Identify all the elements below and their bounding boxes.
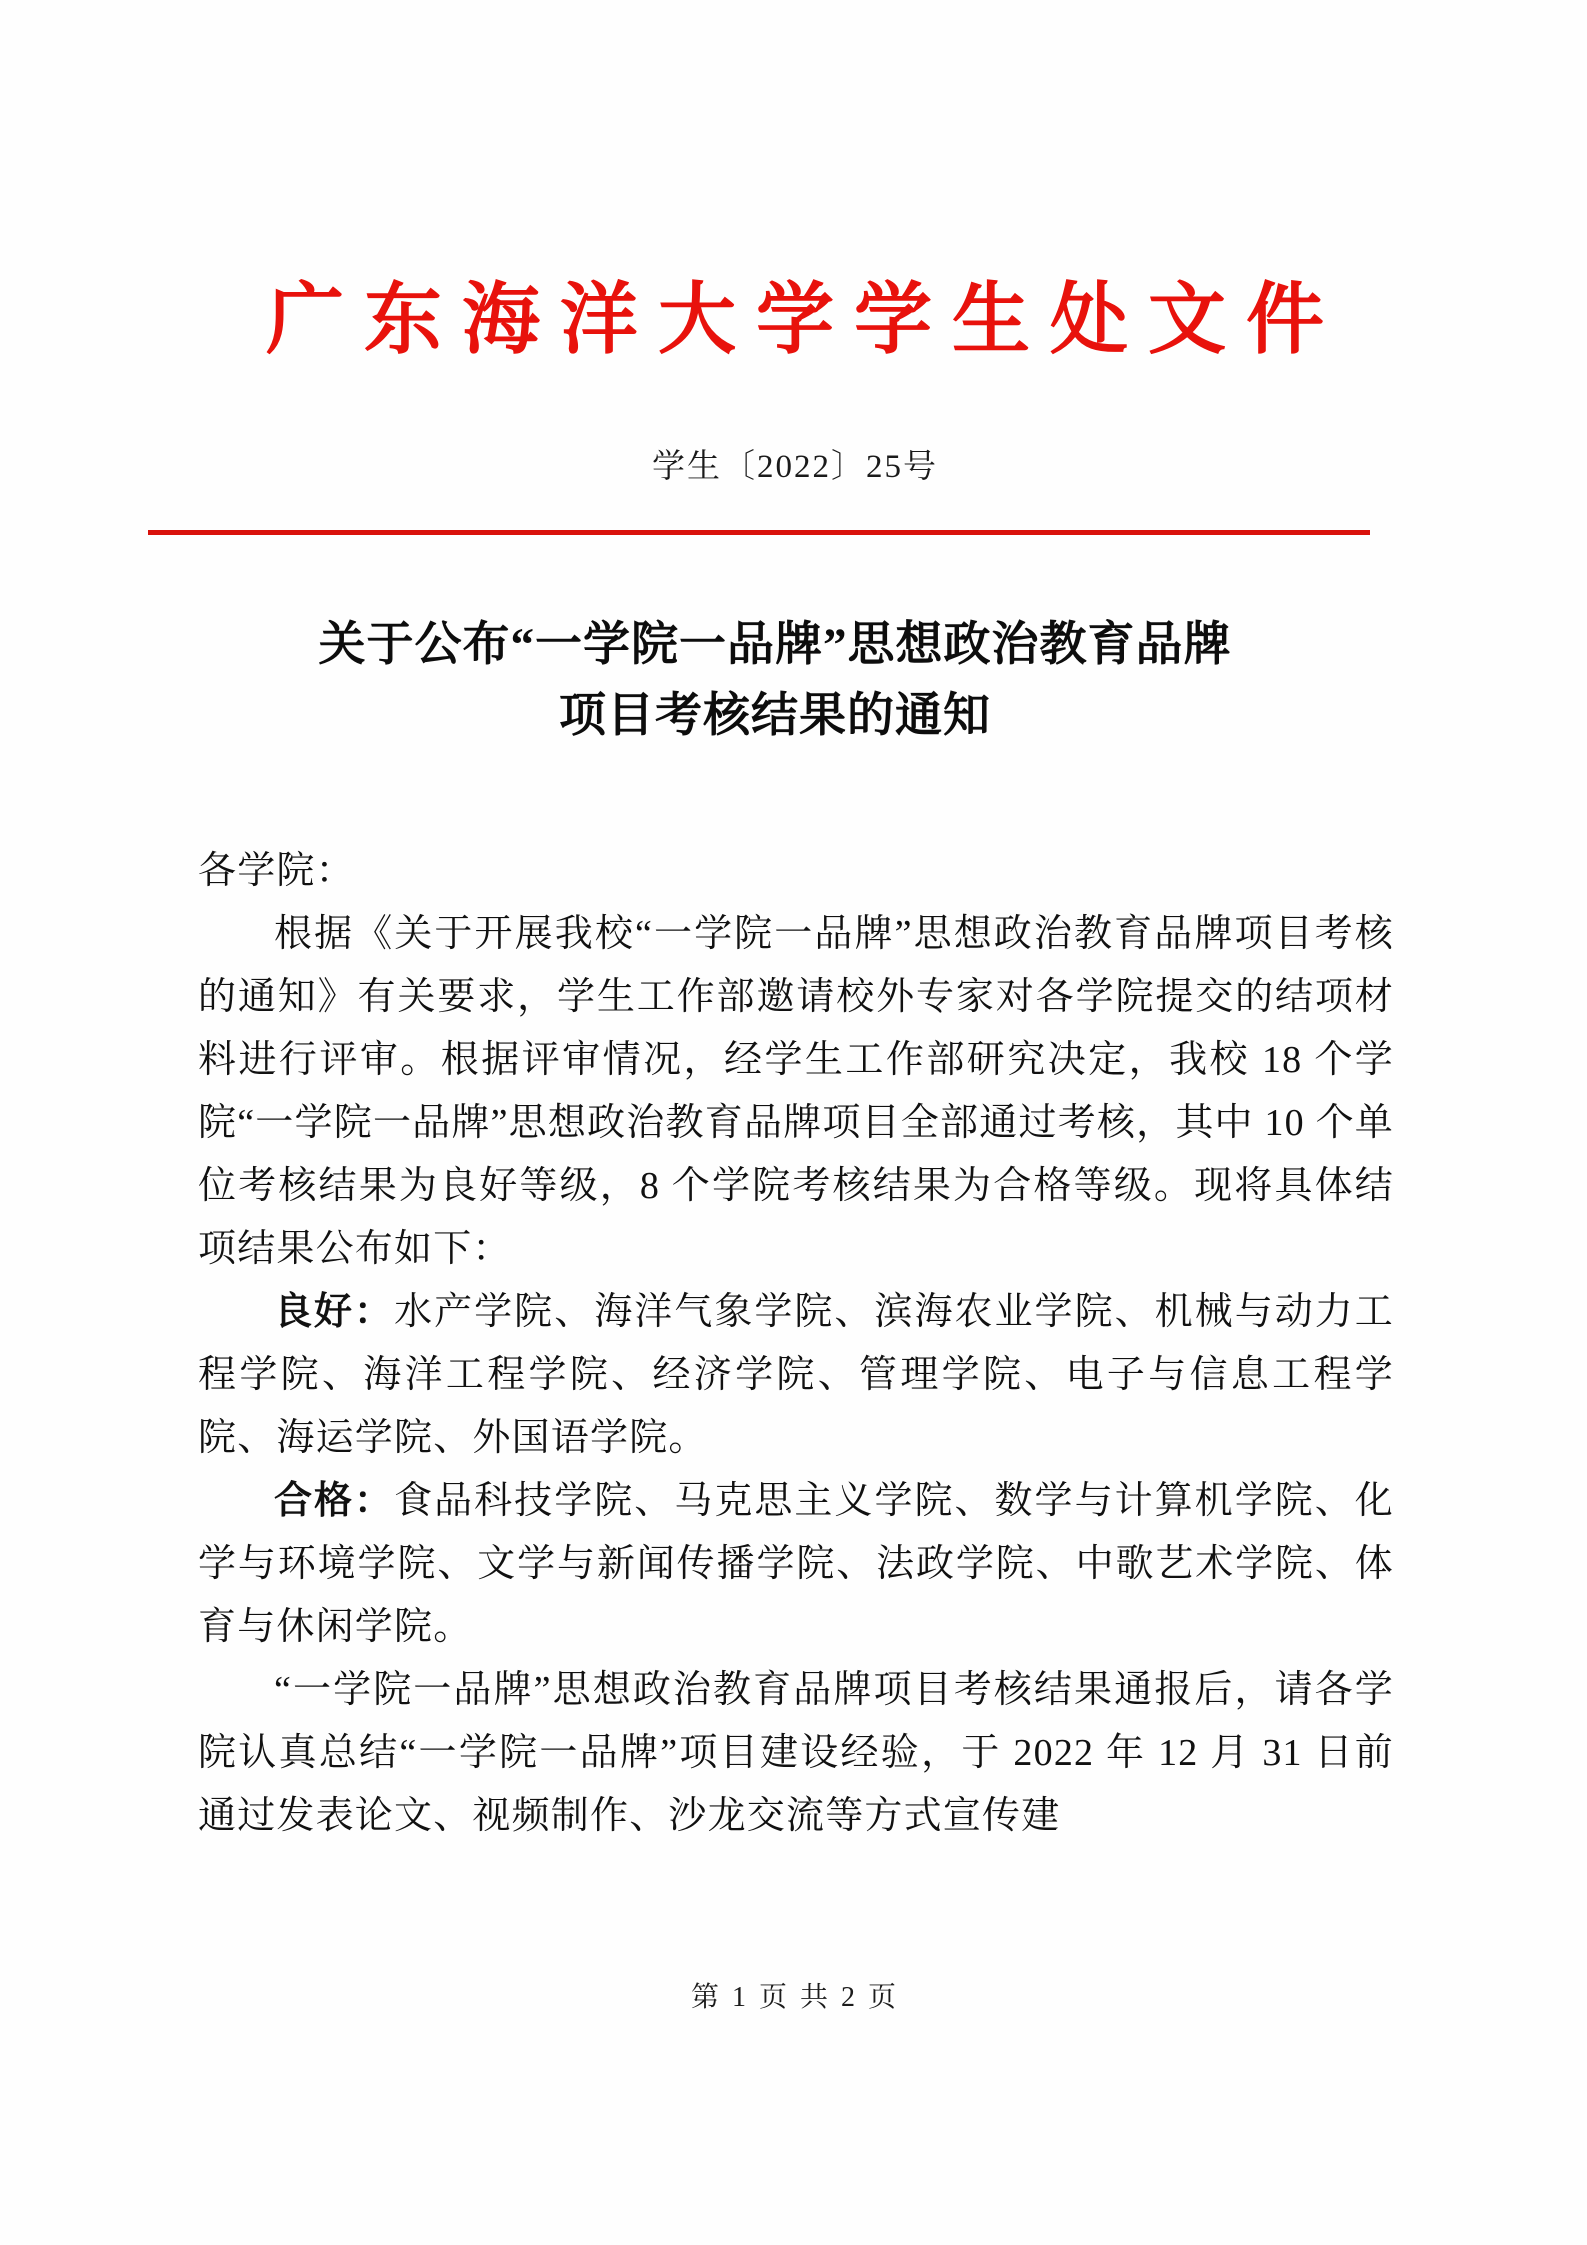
pass-grade-label: 合格：	[274, 1480, 395, 1522]
pass-grade-list: 食品科技学院、马克思主义学院、数学与计算机学院、化学与环境学院、文学与新闻传播学院、法政学院、中歌艺术学院、体育与休闲学院。	[198, 1480, 1394, 1648]
good-grade-label: 良好：	[274, 1291, 395, 1333]
paragraph-pass-grade	[198, 1470, 1394, 1659]
page-title-line-1: 关于公布“一学院一品牌”思想政治教育品牌	[318, 619, 1232, 671]
salutation: 各学院：	[198, 850, 355, 892]
organization-title: 广东海洋大学学生处文件	[265, 276, 1344, 363]
paragraph-good-grade	[198, 1281, 1394, 1470]
good-grade-list: 水产学院、海洋气象学院、滨海农业学院、机械与动力工程学院、海洋工程学院、经济学院、管理学院、电子与信息工程学院、海运学院、外国语学院。	[198, 1291, 1394, 1459]
masthead	[150, 275, 1440, 365]
page-number-footer: 第 1 页 共 2 页	[690, 1982, 899, 2013]
paragraph-followup: “一学院一品牌”思想政治教育品牌项目考核结果通报后，请各学院认真总结“一学院一品牌”项目建设经验，于 2022 年 12 月 31 日前通过发表论文、视频制作、沙龙交流等方式宣传建	[198, 1669, 1394, 1837]
document-body	[198, 840, 1394, 1848]
paragraph-background: 根据《关于开展我校“一学院一品牌”思想政治教育品牌项目考核的通知》有关要求，学生工作部邀请校外专家对各学院提交的结项材料进行评审。根据评审情况，经学生工作部研究决定，我校 18 个学院“一学院一品牌”思想政治教育品牌项目全部通过考核，其中 10 个单位考核结果为良好等级，8 个学院考核结果为合格等级。现将具体结项结果公布如下：	[198, 913, 1394, 1270]
document-number: 学生〔2022〕25号	[652, 449, 938, 485]
page-title-line-2: 项目考核结果的通知	[559, 690, 991, 743]
red-divider-rule	[148, 530, 1370, 535]
page-title	[150, 610, 1400, 753]
